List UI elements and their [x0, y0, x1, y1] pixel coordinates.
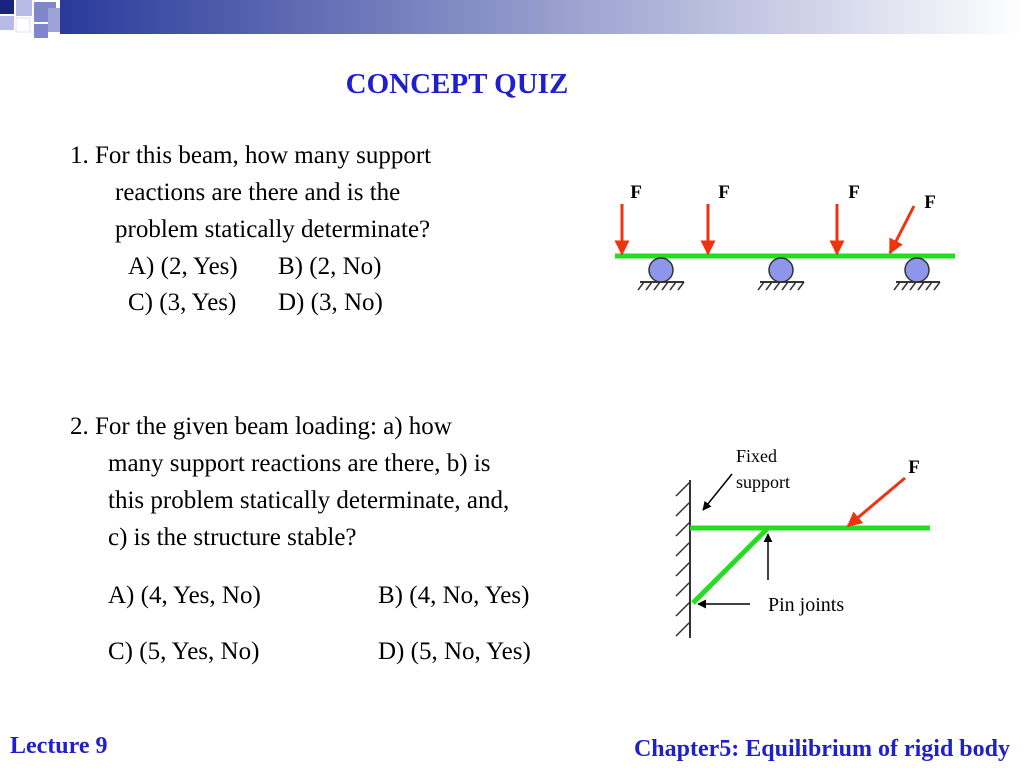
slide-title: CONCEPT QUIZ — [345, 68, 569, 100]
fixed-wall — [676, 480, 690, 638]
force-label: F — [718, 182, 730, 203]
beam-diagram-1 — [600, 170, 970, 300]
q1-option-d: D) (3, No) — [278, 289, 383, 316]
fixed-support-label: support — [736, 472, 790, 492]
fixed-support-label: Fixed — [736, 446, 778, 466]
q2-option-d: D) (5, No, Yes) — [378, 638, 531, 665]
header-square — [0, 16, 14, 30]
header-square — [16, 18, 30, 32]
q2-option-b: B) (4, No, Yes) — [378, 582, 530, 609]
question-2-line: this problem statically determinate, and, — [108, 487, 510, 514]
force-arrow — [890, 206, 914, 253]
header-square — [48, 8, 60, 32]
q1-option-a: A) (2, Yes) — [128, 253, 238, 280]
question-1-line: reactions are there and is the — [115, 179, 401, 206]
q1-option-c: C) (3, Yes) — [128, 289, 237, 316]
fixed-support-pointer — [703, 474, 732, 510]
question-1-line: 1. For this beam, how many support — [70, 142, 432, 169]
header-gradient-bar — [60, 0, 1024, 34]
question-1-line: problem statically determinate? — [115, 216, 431, 243]
footer-lecture: Lecture 9 — [10, 733, 108, 759]
force-label: F — [908, 457, 920, 478]
beam-diagram-2 — [660, 440, 950, 645]
footer-chapter: Chapter5: Equilibrium of rigid body — [633, 736, 1010, 762]
roller-support — [758, 258, 804, 290]
diagonal-member — [693, 528, 768, 603]
q2-option-c: C) (5, Yes, No) — [108, 638, 260, 665]
roller-support — [894, 258, 940, 290]
force-label: F — [630, 182, 642, 203]
force-label: F — [924, 192, 936, 213]
question-2-line: c) is the structure stable? — [108, 524, 357, 551]
question-2 — [70, 408, 509, 556]
q1-option-b: B) (2, No) — [278, 253, 382, 280]
question-1 — [70, 137, 431, 248]
pin-joints-label: Pin joints — [768, 594, 845, 616]
header-square — [16, 0, 32, 16]
roller-support — [638, 258, 684, 290]
force-arrow — [848, 478, 905, 526]
q2-option-a: A) (4, Yes, No) — [108, 582, 261, 609]
question-2-line: many support reactions are there, b) is — [108, 450, 491, 477]
header-square — [34, 24, 48, 38]
force-label: F — [848, 182, 860, 203]
header-square — [0, 0, 14, 14]
header-decoration — [0, 0, 1024, 40]
question-2-line: 2. For the given beam loading: a) how — [70, 413, 452, 440]
